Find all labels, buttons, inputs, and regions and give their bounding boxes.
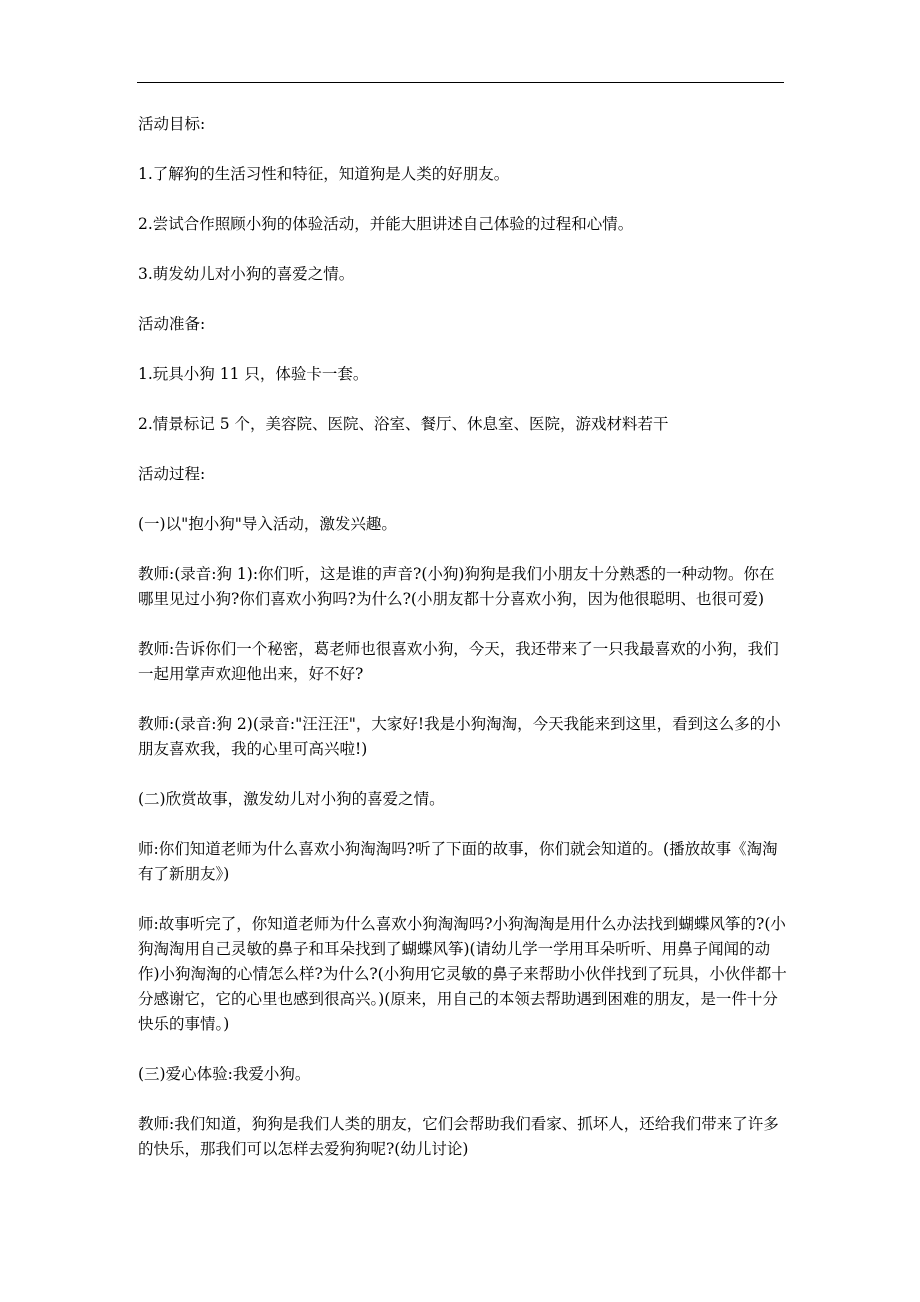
process-step-2-heading: (二)欣赏故事，激发幼儿对小狗的喜爱之情。 bbox=[138, 790, 445, 808]
goal-item-2: 2.尝试合作照顾小狗的体验活动，并能大胆讲述自己体验的过程和心情。 bbox=[138, 215, 634, 233]
section-heading-process: 活动过程: bbox=[138, 465, 206, 483]
goal-item-3: 3.萌发幼儿对小狗的喜爱之情。 bbox=[138, 265, 355, 283]
paragraph: 教师:(录音:狗 1):你们听，这是谁的声音?(小狗)狗狗是我们小朋友十分熟悉的一种动物。你在哪里见过小狗?你们喜欢小狗吗?为什么?(小朋友都十分喜欢小狗，因为他很聪明、也很可爱) bbox=[138, 565, 775, 608]
goal-item-1: 1.了解狗的生活习性和特征，知道狗是人类的好朋友。 bbox=[138, 165, 510, 183]
process-step-3-heading: (三)爱心体验:我爱小狗。 bbox=[138, 1065, 311, 1083]
paragraph: 师:你们知道老师为什么喜欢小狗淘淘吗?听了下面的故事，你们就会知道的。(播放故事《淘淘有了新朋友》) bbox=[138, 840, 778, 883]
process-step-1-heading: (一)以"抱小狗"导入活动，激发兴趣。 bbox=[138, 515, 397, 533]
preparation-item-2: 2.情景标记 5 个，美容院、医院、浴室、餐厅、休息室、医院，游戏材料若干 bbox=[138, 415, 669, 433]
preparation-item-1: 1.玩具小狗 11 只，体验卡一套。 bbox=[138, 365, 369, 383]
paragraph: 教师:(录音:狗 2)(录音:"汪汪汪"，大家好!我是小狗淘淘，今天我能来到这里，看到这么多的小朋友喜欢我，我的心里可高兴啦!) bbox=[138, 715, 781, 758]
document-body bbox=[138, 112, 788, 1187]
section-heading-preparation: 活动准备: bbox=[138, 315, 206, 333]
paragraph: 教师:告诉你们一个秘密，葛老师也很喜欢小狗，今天，我还带来了一只我最喜欢的小狗，我们一起用掌声欢迎他出来，好不好? bbox=[138, 640, 779, 683]
paragraph: 教师:我们知道，狗狗是我们人类的朋友，它们会帮助我们看家、抓坏人，还给我们带来了许多的快乐，那我们可以怎样去爱狗狗呢?(幼儿讨论) bbox=[138, 1115, 779, 1158]
paragraph: 师:故事听完了，你知道老师为什么喜欢小狗淘淘吗?小狗淘淘是用什么办法找到蝴蝶风筝的?(小狗淘淘用自己灵敏的鼻子和耳朵找到了蝴蝶风筝)(请幼儿学一学用耳朵听听、用鼻子闻闻的动作)小狗淘淘的心情怎么样?为什么?(小狗用它灵敏的鼻子来帮助小伙伴找到了玩具，小伙伴都十分感谢它，它的心里也感到很高兴。)(原来，用自己的本领去帮助遇到困难的朋友，是一件十分快乐的事情。) bbox=[138, 915, 787, 1033]
header-rule bbox=[137, 82, 784, 83]
section-heading-goals: 活动目标: bbox=[138, 115, 206, 133]
